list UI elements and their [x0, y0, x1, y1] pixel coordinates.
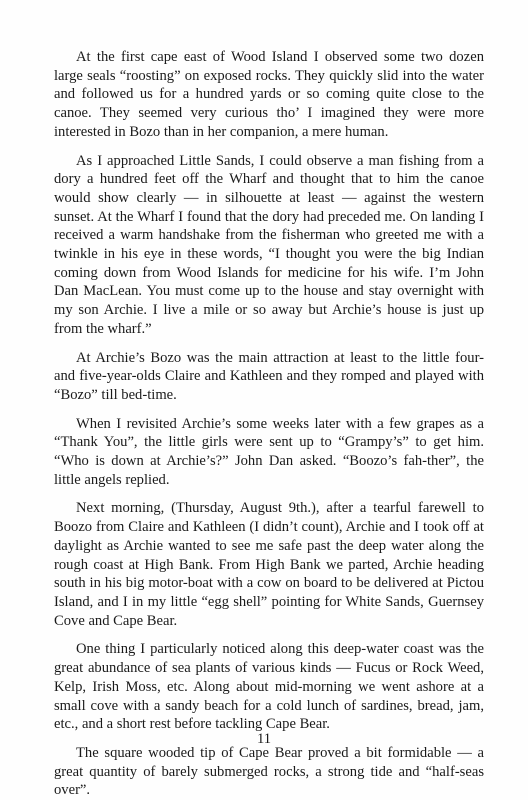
paragraph-next-morning: Next morning, (Thursday, August 9th.), after a tearful farewell to Boozo from Claire and Kathleen (I didn’t count), Archie and I took off at daylight as Archie wanted to see me safe past the deep water along the rough coast at High Bank. From High Bank we parted, Archie heading south in his big motor-boat with a cow on board to be delivered at Pictou Island, and I in my little “egg shell” pointing for White Sands, Guernsey Cove and Cape Bear.	[54, 500, 484, 629]
paragraph-little-sands: As I approached Little Sands, I could observe a man fishing from a dory a hundred feet off the Wharf and thought that to him the canoe would show clearly — in silhouette at least — against the western sunset. At the Wharf I found that the dory had preceded me. On landing I received a warm handshake from the fisherman who greeted me with a twinkle in his eye in these words, “I thought you were the big Indian coming down from Wood Islands for medicine for his wife. I’m John Dan MacLean. You must come up to the house and stay overnight with my son Archie. I live a mile or so away but Archie’s house is just up from the wharf.”	[54, 152, 484, 337]
paragraph-cape-bear: The square wooded tip of Cape Bear proved a bit formidable — a great quantity of barely submerged rocks, a strong tide and “half-seas over”.	[54, 744, 484, 799]
paragraph-seals: At the first cape east of Wood Island I observed some two dozen large seals “roosting” on exposed rocks. They quickly slid into the water and followed us for a hundred yards or so coming quite close to the canoe. They seemed very curious tho’ I imagined they were more interested in Bozo than in her companion, a mere human.	[54, 49, 484, 140]
paragraph-revisit: When I revisited Archie’s some weeks later with a few grapes as a “Thank You”, the little girls were sent up to “Grampy’s” to get him. “Who is down at Archie’s?” John Dan asked. “Boozo’s fah-ther”, the little angels replied.	[54, 415, 484, 488]
page-number: 11	[256, 731, 272, 747]
paragraph-archies-house: At Archie’s Bozo was the main attraction at least to the little four- and five-year-olds Claire and Kathleen and they romped and played with “Bozo” till bed-time.	[54, 349, 484, 403]
paragraph-sea-plants: One thing I particularly noticed along this deep-water coast was the great abundance of sea plants of various kinds — Fucus or Rock Weed, Kelp, Irish Moss, etc. Along about mid-morning we went ashore at a small cove with a sandy beach for a cold lunch of sardines, bread, jam, etc., and a short rest before tackling Cape Bear.	[54, 641, 484, 733]
body-text	[54, 48, 484, 810]
